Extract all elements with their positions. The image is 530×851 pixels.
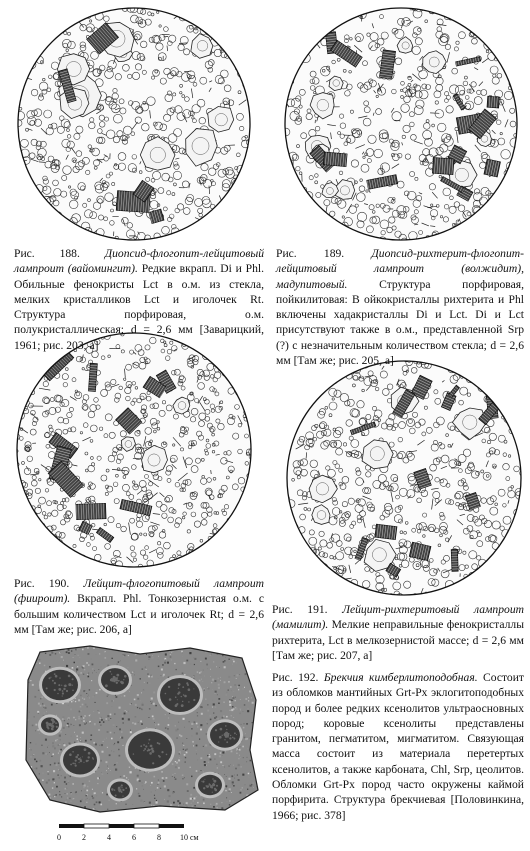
caption-figure-190 (14, 576, 264, 637)
caption-189-text: Структура порфировая, пойкилитовая: В ойкокристаллы рихтерита и Phl включены хадакристаллы Di и Lct. Di и Lct присутствуют также в о.м., представленной Srp (?) с незначительным количеством стекла; d = 2,6 мм [Там же; рис. 205, а] (276, 277, 524, 368)
scale-tick-8: 8 (157, 833, 161, 842)
caption-190-text: Вкрапл. Phl. Тонкозернистая о.м. с большим количеством Lct и иголочек Rt; d = 2,6 мм [Там же; рис. 206, а] (14, 592, 264, 636)
scale-tick-2: 2 (82, 833, 86, 842)
figure-191-micrograph (285, 358, 523, 598)
caption-192-number: Рис. 192. (272, 671, 319, 684)
figure-188-micrograph (15, 6, 253, 242)
figure-190-micrograph (15, 330, 253, 570)
scale-tick-0: 0 (57, 833, 61, 842)
figure-189-micrograph (281, 6, 521, 242)
caption-188-title: Диопсид-флогопит-лейцитовый лампроит (вайомингит). (14, 247, 264, 276)
caption-191-text: Мелкие неправильные фенокристаллы рихтерита, Lct в мелкозернистой массе; d = 2,6 мм [Там же; рис. 207, а] (272, 618, 524, 662)
scale-tick-4: 4 (107, 833, 111, 842)
caption-188-text: Редкие вкрапл. Di и Phl. Обильные фенокристы Lct в о.м. из стекла, мелких кристалликов Lct и иголочек Rt. Структура порфировая, о.м. полукристаллическая; d = 2,6 мм [Заварицкий, 1961; рис. 203, а] (14, 262, 265, 352)
caption-189-number: Рис. 189. (276, 247, 345, 260)
caption-figure-192 (272, 670, 524, 823)
caption-189-title: Диопсид-рихтерит-флогопит-лейцитовый лампроит (волжидит), мадупитовый. (276, 247, 524, 291)
caption-191-number: Рис. 191. (272, 603, 328, 616)
scale-tick-10: 10 см (180, 833, 199, 842)
caption-191-title: Лейцит-рихтеритовый лампроит (мамилит). (272, 603, 524, 632)
scale-bar (55, 818, 225, 848)
caption-192-title: Брекчия кимберлитоподобная. (323, 671, 478, 684)
scale-bar-segments (59, 824, 184, 828)
caption-192-text: Состоит из обломков мантийных Grt-Px эклогитоподобных пород и более редких ксенолитов ультраосновных пород; коровые ксенолиты представлены гранитом, пегматитом, мигматитом. Связующая масса состоит из материала перетертых ксенолитов, а также карбоната, Chl, Srp, цеолитов. Обломки Grt-Px пород часто окружены каймой порфирита. Структура брекчиевая [Половинкина, 1966; рис. 378] (272, 671, 524, 822)
scale-tick-6: 6 (132, 833, 136, 842)
caption-figure-191 (272, 602, 524, 663)
figure-192-specimen-photo (20, 640, 260, 815)
caption-188-number: Рис. 188. (14, 247, 80, 260)
caption-190-title: Лейцит-флогопитовый лампроит (фиироит). (14, 577, 264, 606)
caption-190-number: Рис. 190. (14, 577, 70, 590)
caption-figure-188 (14, 246, 264, 353)
caption-figure-189 (276, 246, 524, 368)
